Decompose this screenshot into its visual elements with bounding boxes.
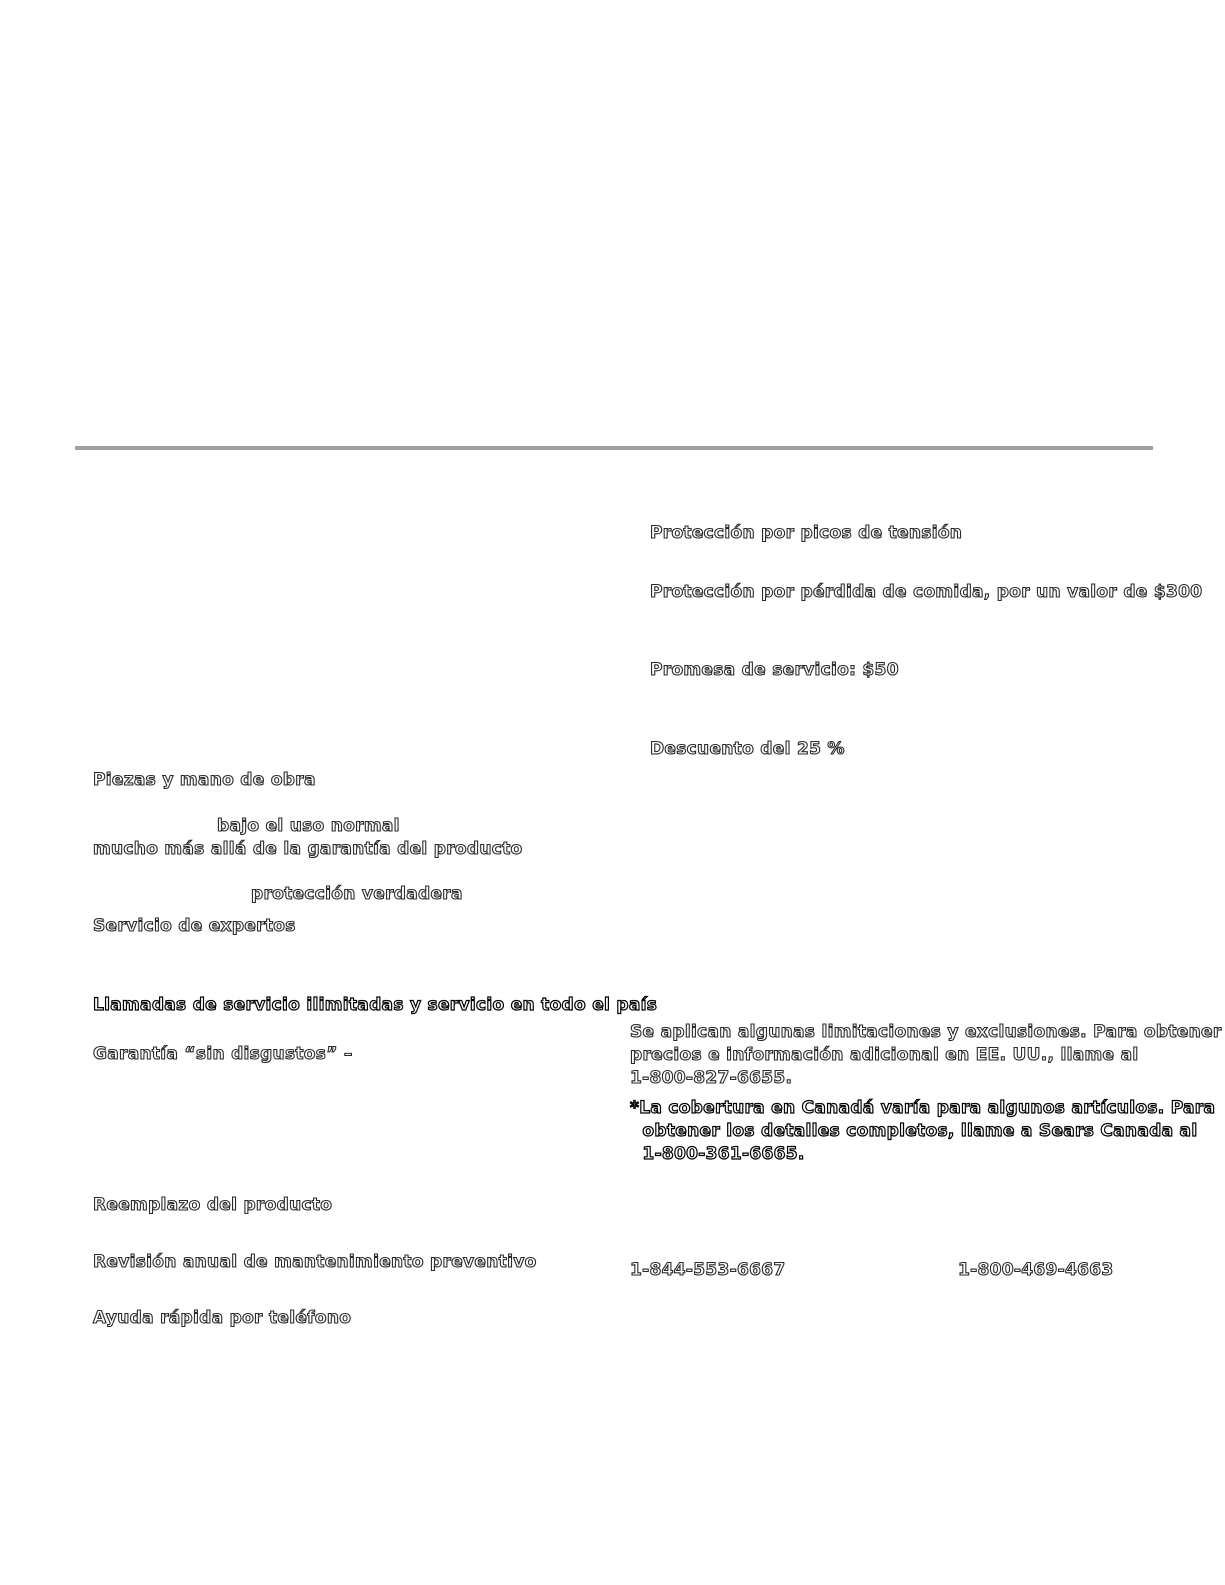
- limitations-note: Se aplican algunas limitaciones y exclusiones. Para obtener precios e información adicional en EE. UU., llame al 1-800-827-6655.: [630, 1022, 1222, 1088]
- section-divider: [75, 446, 1153, 450]
- discount-heading: Descuento del 25 %: [650, 739, 845, 759]
- expert-service-heading: Servicio de expertos: [93, 916, 296, 936]
- true-protection-phrase: protección verdadera: [251, 884, 463, 904]
- unlimited-calls-heading: Llamadas de servicio ilimitadas y servicio en todo el país: [93, 995, 658, 1015]
- beyond-warranty-phrase: mucho más allá de la garantía del producto: [93, 839, 523, 859]
- phone-canada: 1-800-469-4663: [958, 1260, 1114, 1280]
- replacement-heading: Reemplazo del producto: [93, 1195, 333, 1215]
- phone-us: 1-844-553-6667: [630, 1260, 786, 1280]
- parts-labor-heading: Piezas y mano de obra: [93, 770, 316, 790]
- surge-protection-heading: Protección por picos de tensión: [650, 523, 963, 543]
- canada-coverage-note: *La cobertura en Canadá varía para algunos artículos. Para obtener los detalles completos, llame a Sears Canada al 1-800-361-6665.: [630, 1098, 1216, 1164]
- no-hassle-heading: Garantía “sin disgustos” –: [93, 1044, 353, 1064]
- food-loss-heading: Protección por pérdida de comida, por un valor de $300: [650, 582, 1203, 602]
- normal-use-phrase: bajo el uso normal: [217, 816, 400, 836]
- service-promise-heading: Promesa de servicio: $50: [650, 660, 899, 680]
- annual-check-heading: Revisión anual de mantenimiento preventivo: [93, 1252, 537, 1272]
- phone-help-heading: Ayuda rápida por teléfono: [93, 1308, 352, 1328]
